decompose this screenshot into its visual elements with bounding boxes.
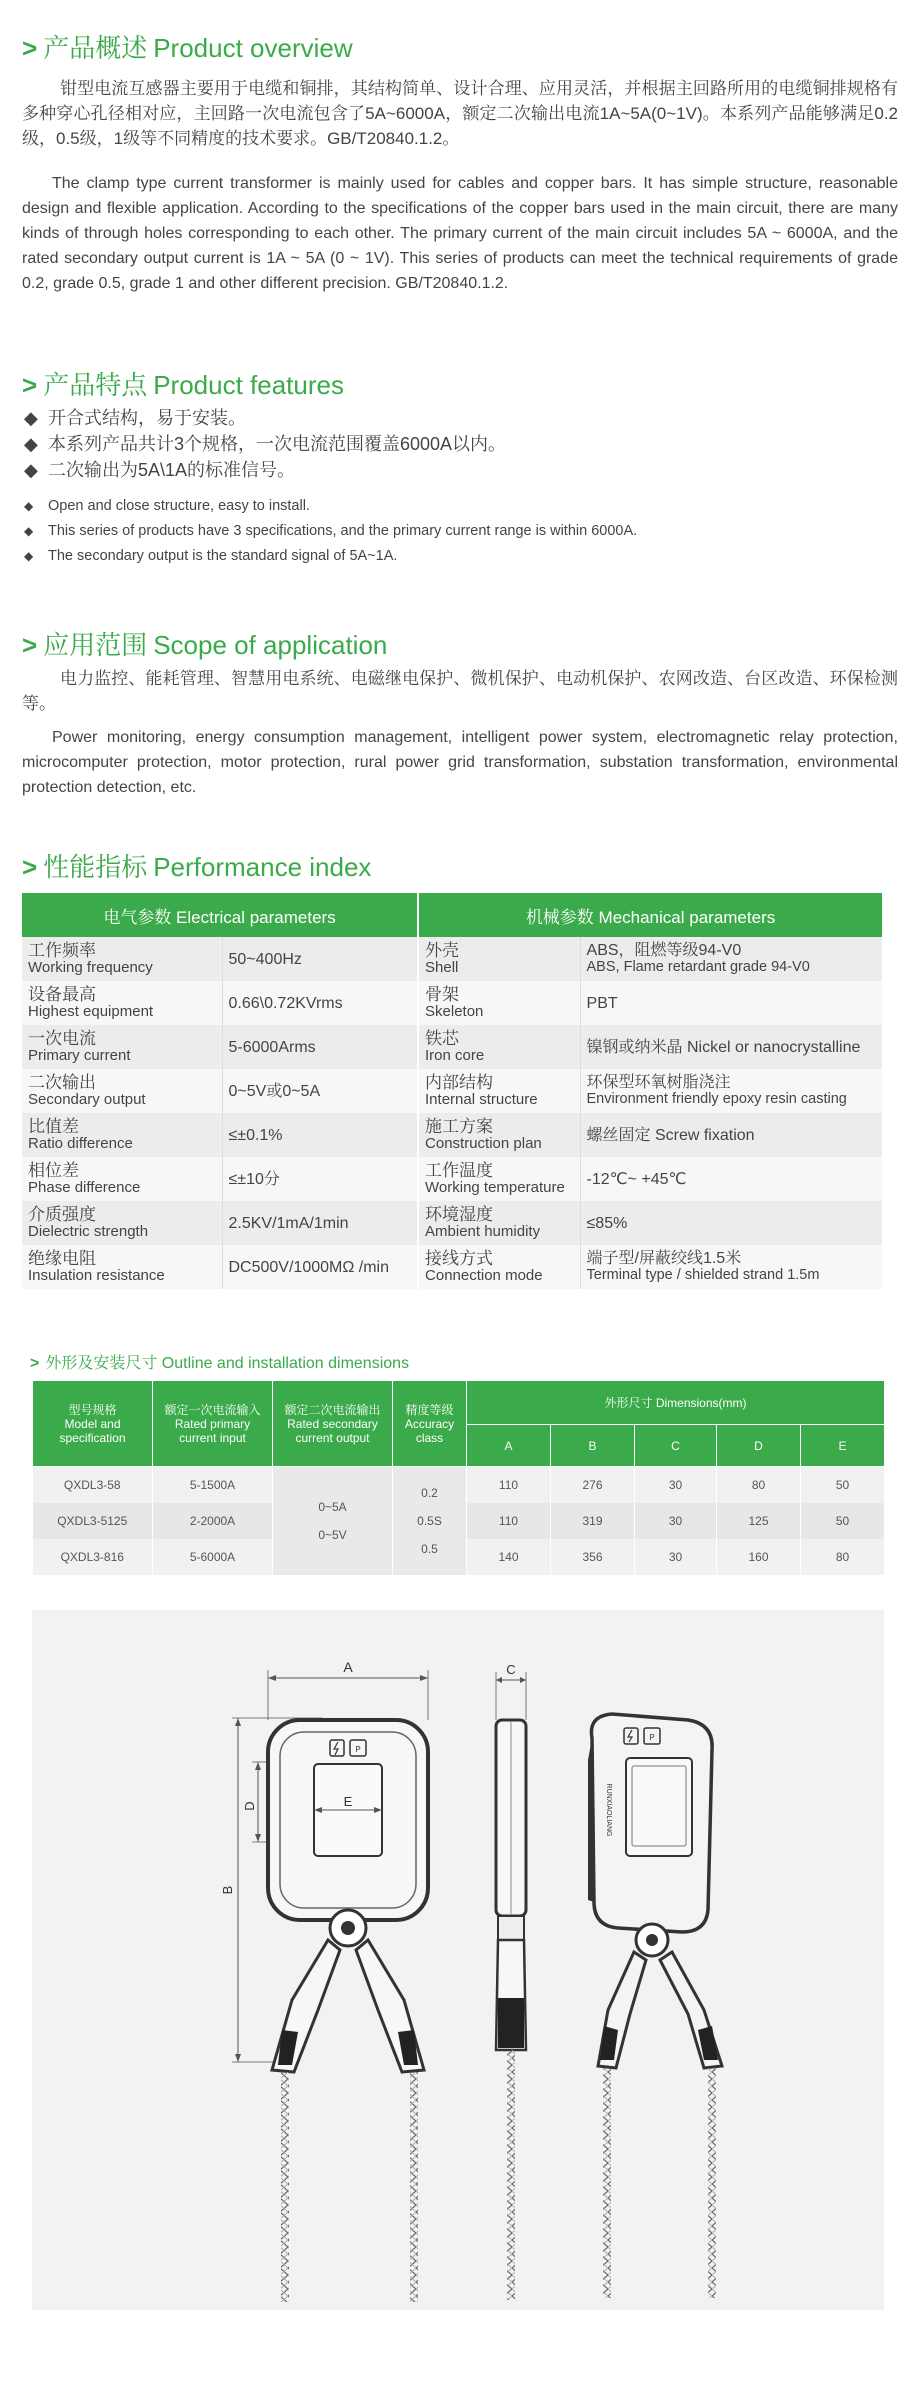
table-row — [22, 1245, 882, 1289]
model-header: 型号规格 Model and specification — [33, 1381, 153, 1467]
label-c: C — [506, 1662, 516, 1677]
electrical-value: 0.66\0.72KVrms — [222, 981, 418, 1025]
front-view — [220, 1659, 428, 2302]
table-row — [22, 937, 882, 981]
feature-item: ◆ Open and close structure, easy to install. — [22, 494, 637, 519]
dim-col-a: A — [467, 1425, 551, 1467]
accuracy-cell: 0.2 0.5S 0.5 — [393, 1467, 467, 1575]
electrical-value: 2.5KV/1mA/1min — [222, 1201, 418, 1245]
overview-paragraph-en: The clamp type current transformer is mainly used for cables and copper bars. It has simple structure, reasonable design and flexible application. According to the specifications of the copper bars used in the main circuit, there are many kinds of through holes corresponding to each other. The primary current of the main circuit includes 5A ~ 6000A, and the rated secondary output current is 1A ~ 5A (0 ~ 1V). This series of products can meet the technical requirements of grade 0.2, grade 0.5, grade 1 and other different precision. GB/T20840.1.2. — [22, 175, 898, 292]
electrical-value: ≤±10分 — [222, 1157, 418, 1201]
primary-cell: 5-1500A — [153, 1467, 273, 1503]
dim-value: 125 — [717, 1503, 801, 1539]
right-cable — [410, 2072, 418, 2302]
electrical-header: 电气参数 Electrical parameters — [22, 893, 418, 937]
side-cable — [507, 2050, 515, 2300]
product-diagram — [32, 1610, 884, 2310]
mechanical-value: -12℃~ +45℃ — [580, 1157, 882, 1201]
label-d: D — [242, 1801, 257, 1811]
dim-value: 80 — [801, 1539, 885, 1575]
electrical-value: 0~5V或0~5A — [222, 1069, 418, 1113]
model-cell: QXDL3-5125 — [33, 1503, 153, 1539]
dimensions-title: > 外形及安装尺寸 Outline and installation dimensions — [30, 1355, 410, 1372]
dim-value: 276 — [551, 1467, 635, 1503]
dim-value: 110 — [467, 1503, 551, 1539]
mechanical-param: 工作温度 Working temperature — [418, 1157, 580, 1201]
dim-col-e: E — [801, 1425, 885, 1467]
feature-item: ◆ The secondary output is the standard signal of 5A~1A. — [22, 544, 637, 569]
left-cable — [603, 2068, 611, 2298]
right-cable — [708, 2068, 716, 2298]
feature-item: ◆ 本系列产品共计3个规格，一次电流范围覆盖6000A以内。 — [22, 431, 506, 457]
accuracy-header: 精度等级 Accuracy class — [393, 1381, 467, 1467]
feature-item: ◆ 二次输出为5A\1A的标准信号。 — [22, 457, 506, 483]
dim-value: 356 — [551, 1539, 635, 1575]
primary-cell: 2-2000A — [153, 1503, 273, 1539]
mechanical-param: 外壳 Shell — [418, 937, 580, 981]
mechanical-value: 镍钢或纳米晶 Nickel or nanocrystalline — [580, 1025, 882, 1069]
mechanical-value: ABS，阻燃等级94-V0 ABS, Flame retardant grade 94-V0 — [580, 937, 882, 981]
electrical-param: 介质强度 Dielectric strength — [22, 1201, 222, 1245]
perspective-view — [588, 1714, 722, 2298]
model-cell: QXDL3-816 — [33, 1539, 153, 1575]
feature-item: ◆ This series of products have 3 specifications, and the primary current range is within 6000A. — [22, 519, 637, 544]
electrical-value: 50~400Hz — [222, 937, 418, 981]
dim-value: 30 — [635, 1503, 717, 1539]
table-row — [22, 1069, 882, 1113]
mechanical-param: 施工方案 Construction plan — [418, 1113, 580, 1157]
label-b: B — [220, 1885, 235, 1895]
electrical-param: 比值差 Ratio difference — [22, 1113, 222, 1157]
performance-table — [22, 893, 882, 1289]
overview-paragraph-cn: 钳型电流互感器主要用于电缆和铜排，其结构简单、设计合理、应用灵活，并根据主回路所用的电缆铜排规格有多种穿心孔径相对应，主回路一次电流包含了5A~6000A，额定二次输出电流1A~5A(0~1V)。本系列产品能够满足0.2级，0.5级，1级等不同精度的技术要求。GB/T20840.1.2。 — [22, 79, 898, 148]
primary-cell: 5-6000A — [153, 1539, 273, 1575]
secondary-cell: 0~5A 0~5V — [273, 1467, 393, 1575]
dim-value: 30 — [635, 1539, 717, 1575]
dimensions-table — [32, 1380, 885, 1575]
dimensions-header: 外形尺寸 Dimensions(mm) — [467, 1381, 885, 1425]
secondary-header: 额定二次电流输出 Rated secondary current output — [273, 1381, 393, 1467]
application-title: > 应用范围 Scope of application — [22, 630, 388, 660]
electrical-param: 二次输出 Secondary output — [22, 1069, 222, 1113]
electrical-param: 一次电流 Primary current — [22, 1025, 222, 1069]
application-paragraph-en: Power monitoring, energy consumption management, intelligent power system, electromagnetic relay protection, microcomputer protection, motor protection, rural power grid transformation, substation transformation, environmental protection detection, etc. — [22, 729, 898, 796]
table-row — [22, 1201, 882, 1245]
svg-text:P: P — [355, 1745, 361, 1754]
features-list-cn — [22, 405, 506, 483]
dim-value: 160 — [717, 1539, 801, 1575]
electrical-value: 5-6000Arms — [222, 1025, 418, 1069]
side-view — [496, 1662, 526, 2300]
mechanical-param: 骨架 Skeleton — [418, 981, 580, 1025]
label-e: E — [343, 1794, 353, 1809]
mechanical-header: 机械参数 Mechanical parameters — [418, 893, 882, 937]
table-row — [22, 1157, 882, 1201]
electrical-param: 工作频率 Working frequency — [22, 937, 222, 981]
brand-text: RUNXIAOLIANG — [605, 1783, 612, 1837]
mechanical-value: ≤85% — [580, 1201, 882, 1245]
dim-value: 80 — [717, 1467, 801, 1503]
electrical-value: ≤±0.1% — [222, 1113, 418, 1157]
dim-col-d: D — [717, 1425, 801, 1467]
electrical-value: DC500V/1000MΩ /min — [222, 1245, 418, 1289]
mechanical-param: 环境湿度 Ambient humidity — [418, 1201, 580, 1245]
mechanical-param: 内部结构 Internal structure — [418, 1069, 580, 1113]
mechanical-param: 铁芯 Iron core — [418, 1025, 580, 1069]
electrical-param: 设备最高 Highest equipment — [22, 981, 222, 1025]
electrical-param: 相位差 Phase difference — [22, 1157, 222, 1201]
table-row — [33, 1467, 885, 1503]
primary-header: 额定一次电流输入 Rated primary current input — [153, 1381, 273, 1467]
clamp-drawing — [32, 1610, 884, 2310]
application-paragraph-cn: 电力监控、能耗管理、智慧用电系统、电磁继电保护、微机保护、电动机保护、农网改造、台区改造、环保检测等。 — [22, 669, 898, 713]
mechanical-value: 端子型/屏蔽绞线1.5米 Terminal type / shielded strand 1.5m — [580, 1245, 882, 1289]
left-cable — [281, 2072, 289, 2302]
model-cell: QXDL3-58 — [33, 1467, 153, 1503]
svg-text:P: P — [649, 1733, 655, 1742]
table-row — [22, 981, 882, 1025]
features-title: > 产品特点 Product features — [22, 370, 344, 400]
dim-value: 319 — [551, 1503, 635, 1539]
overview-title: > 产品概述 Product overview — [22, 33, 353, 63]
label-a: A — [343, 1659, 353, 1675]
dim-col-c: C — [635, 1425, 717, 1467]
features-list-en — [22, 494, 637, 569]
feature-item: ◆ 开合式结构，易于安装。 — [22, 405, 506, 431]
dim-value: 110 — [467, 1467, 551, 1503]
mechanical-value: 螺丝固定 Screw fixation — [580, 1113, 882, 1157]
dim-value: 50 — [801, 1503, 885, 1539]
dim-col-b: B — [551, 1425, 635, 1467]
dim-value: 140 — [467, 1539, 551, 1575]
table-row — [22, 1025, 882, 1069]
mechanical-value: 环保型环氧树脂浇注 Environment friendly epoxy resin casting — [580, 1069, 882, 1113]
dim-value: 30 — [635, 1467, 717, 1503]
electrical-param: 绝缘电阻 Insulation resistance — [22, 1245, 222, 1289]
table-row — [22, 1113, 882, 1157]
dim-value: 50 — [801, 1467, 885, 1503]
mechanical-value: PBT — [580, 981, 882, 1025]
mechanical-param: 接线方式 Connection mode — [418, 1245, 580, 1289]
performance-title: > 性能指标 Performance index — [22, 852, 372, 882]
